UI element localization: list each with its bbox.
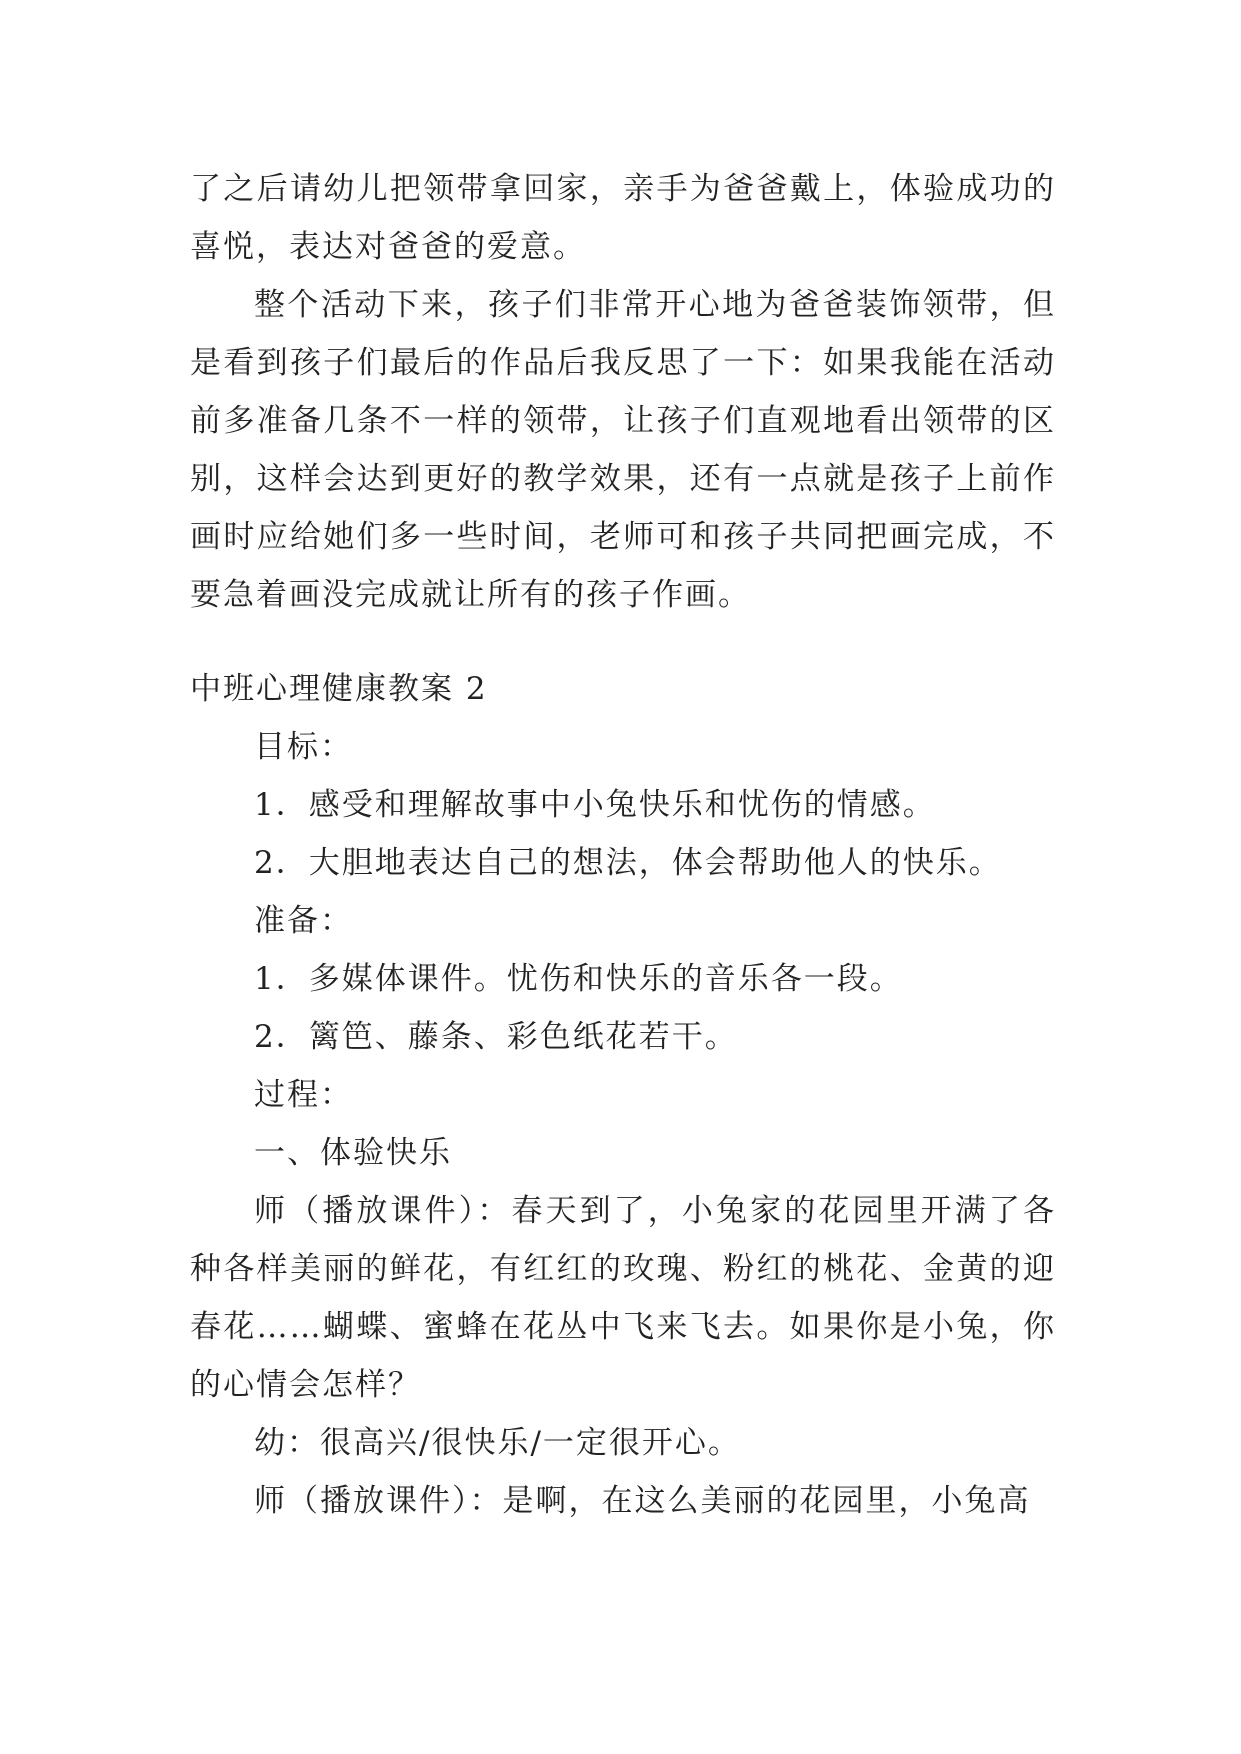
teacher-line-1: 师（播放课件）：春天到了，小兔家的花园里开满了各种各样美丽的鲜花，有红红的玫瑰、粉红的桃花、金黄的迎春花……蝴蝶、蜜蜂在花丛中飞来飞去。如果你是小兔，你的心情会怎样？ bbox=[190, 1193, 1056, 1403]
process-label: 过程： bbox=[254, 1077, 353, 1113]
section-gap bbox=[190, 624, 1056, 660]
prep-label: 准备： bbox=[254, 903, 353, 939]
prep-item-1: 1．多媒体课件。忧伤和快乐的音乐各一段。 bbox=[254, 961, 903, 997]
child-line-1: 幼：很高兴/很快乐/一定很开心。 bbox=[254, 1425, 741, 1461]
prep-item-2: 2．篱笆、藤条、彩色纸花若干。 bbox=[254, 1019, 738, 1055]
goal-label: 目标： bbox=[254, 729, 353, 765]
step-1-title: 一、体验快乐 bbox=[254, 1135, 452, 1171]
goal-item-1: 1．感受和理解故事中小兔快乐和忧伤的情感。 bbox=[254, 787, 936, 823]
section-title: 中班心理健康教案 2 bbox=[190, 671, 488, 707]
teacher-line-2: 师（播放课件）：是啊，在这么美丽的花园里，小兔高 bbox=[254, 1483, 1031, 1519]
goal-item-2: 2．大胆地表达自己的想法，体会帮助他人的快乐。 bbox=[254, 845, 1002, 881]
document-body bbox=[190, 160, 1056, 1530]
paragraph-continuation: 了之后请幼儿把领带拿回家，亲手为爸爸戴上，体验成功的喜悦，表达对爸爸的爱意。 bbox=[190, 171, 1056, 265]
paragraph-reflection: 整个活动下来，孩子们非常开心地为爸爸装饰领带，但是看到孩子们最后的作品后我反思了一下：如果我能在活动前多准备几条不一样的领带，让孩子们直观地看出领带的区别，这样会达到更好的教学效果，还有一点就是孩子上前作画时应给她们多一些时间，老师可和孩子共同把画完成，不要急着画没完成就让所有的孩子作画。 bbox=[190, 287, 1056, 613]
